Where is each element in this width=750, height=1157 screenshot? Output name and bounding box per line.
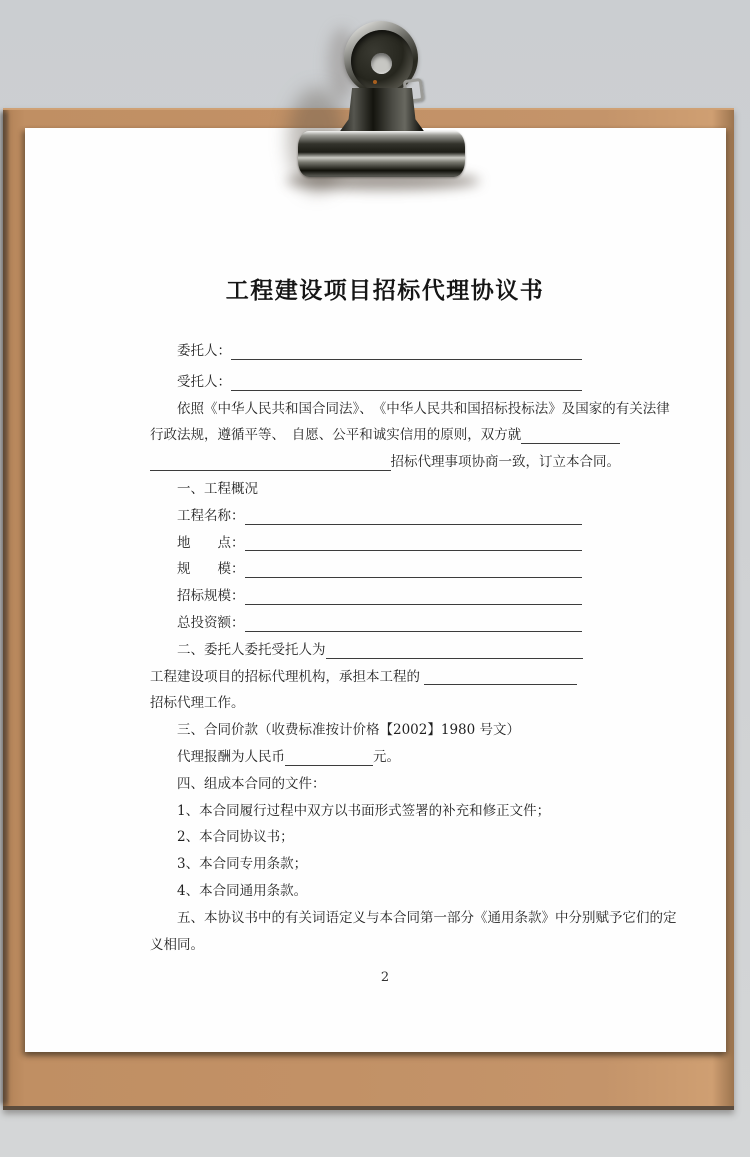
document-line	[150, 771, 620, 798]
line-text: 4、本合同通用条款。	[177, 882, 308, 899]
line-text: 招标规模：	[177, 588, 245, 605]
document-title: 工程建设项目招标代理协议书	[225, 277, 545, 304]
blank-underline	[245, 583, 583, 605]
blank-underline	[245, 503, 583, 525]
line-text: 1、本合同履行过程中双方以书面形式签署的补充和修正文件；	[177, 802, 551, 819]
document-lines	[150, 338, 677, 958]
blank-underline	[285, 744, 373, 766]
clip-hole	[371, 53, 392, 74]
blank-underline	[245, 530, 583, 552]
page-number: 2	[380, 970, 390, 985]
document-line	[150, 932, 620, 959]
blank-underline	[326, 637, 584, 659]
line-text: 二、委托人委托受托人为	[177, 641, 326, 658]
clipboard-edge-shadow	[0, 112, 8, 1104]
document-line	[150, 637, 620, 664]
clip-glint	[373, 80, 377, 84]
document-line	[150, 503, 620, 530]
blank-underline	[245, 610, 583, 632]
line-text: 委托人：	[177, 343, 231, 359]
document-line	[150, 798, 620, 825]
document-line	[150, 556, 620, 583]
blank-underline	[424, 664, 577, 686]
document-line	[150, 369, 620, 396]
document-line	[150, 744, 620, 771]
blank-underline	[245, 556, 583, 578]
document-line	[150, 476, 620, 503]
document-line	[150, 396, 670, 423]
line-text: 招标代理事项协商一致，订立本合同。	[390, 454, 620, 471]
blank-underline	[521, 422, 620, 444]
line-text: 义相同。	[150, 936, 204, 953]
line-text: 地 点：	[177, 534, 245, 551]
line-text: 行政法规，遵循平等、 自愿、公平和诚实信用的原则，双方就	[150, 427, 522, 444]
line-text: 依照《中华人民共和国合同法》、 《中华人民共和国招标投标法》及国家的有关法律	[177, 400, 670, 417]
line-text: 受托人：	[177, 373, 231, 390]
document-line	[150, 610, 620, 637]
line-text: 规 模：	[177, 561, 245, 578]
line-text: 元。	[373, 748, 400, 765]
document-line	[150, 851, 620, 878]
blank-underline	[231, 369, 582, 391]
clip-bar	[298, 131, 465, 177]
line-text: 工程建设项目的招标代理机构，承担本工程的	[150, 668, 425, 685]
line-text: 一、工程概况	[177, 480, 258, 497]
line-text: 三、合同价款（收费标准按计价格【2002】1980 号文）	[177, 722, 521, 739]
document-paper	[25, 128, 726, 1052]
document-line	[150, 690, 620, 717]
document-line	[150, 530, 620, 557]
line-text: 代理报酬为人民币	[177, 748, 285, 765]
document-line	[150, 824, 620, 851]
document-line	[150, 422, 620, 449]
line-text: 四、组成本合同的文件：	[177, 775, 326, 792]
document-line	[150, 717, 620, 744]
line-text: 3、本合同专用条款；	[177, 856, 308, 873]
document-line	[150, 905, 677, 932]
line-text: 五、本协议书中的有关词语定义与本合同第一部分《通用条款》中分别赋予它们的定	[177, 909, 677, 926]
document-line	[150, 449, 620, 476]
document-line	[150, 664, 620, 691]
line-text: 工程名称：	[177, 507, 245, 524]
blank-underline	[150, 449, 391, 471]
document-line	[150, 338, 620, 365]
document-line	[150, 583, 620, 610]
blank-underline	[231, 338, 582, 360]
line-text: 招标代理工作。	[150, 695, 245, 712]
document-line	[150, 878, 620, 905]
line-text: 总投资额：	[177, 614, 245, 631]
line-text: 2、本合同协议书；	[177, 829, 294, 846]
